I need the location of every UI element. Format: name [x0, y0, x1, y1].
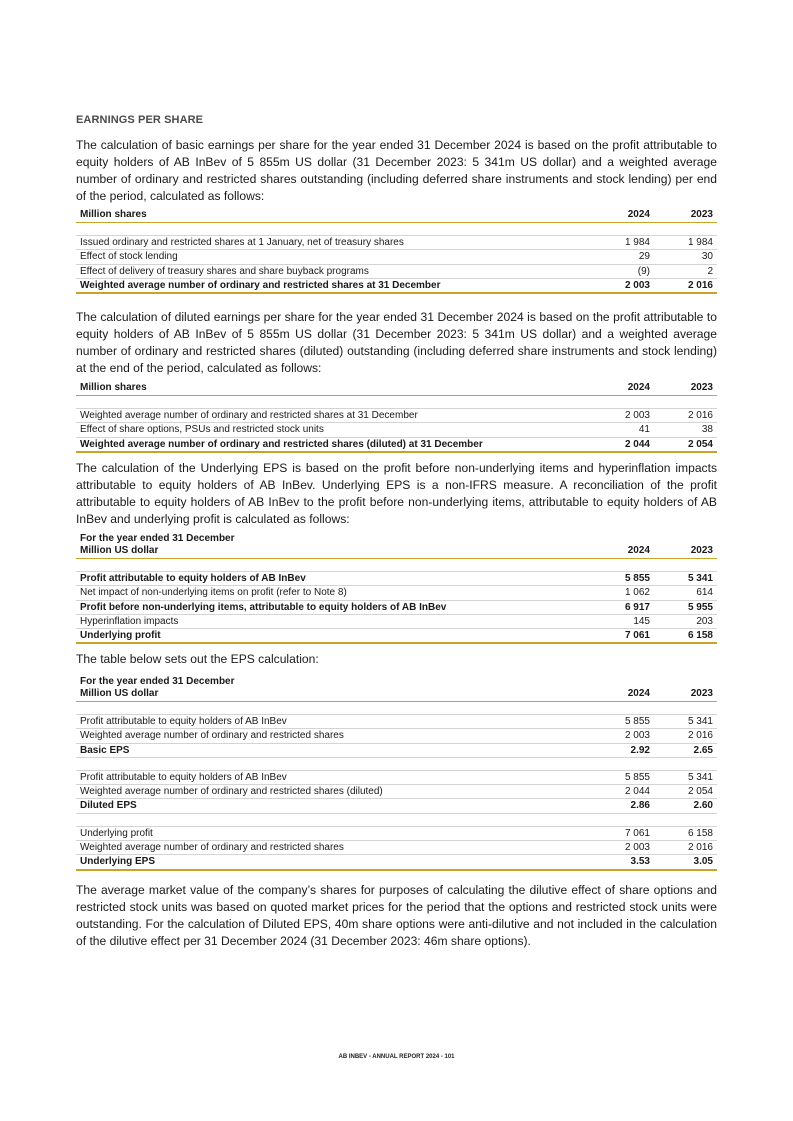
paragraph-basic-eps: The calculation of basic earnings per share for the year ended 31 December 2024 is based on the profit attributable to equity holders of AB InBev of 5 855m US dollar (31 December 2023: 5 341m US dollar) and a weighted average number of ordinary and restricted shares outstanding (including deferred share instruments and stock lending) per end of the period, calculated as follows: — [76, 138, 717, 203]
table-row-basic-eps: Basic EPS 2.92 2.65 — [76, 744, 717, 758]
table-row-underlying-eps: Underlying EPS 3.53 3.05 — [76, 855, 717, 870]
table-eps-calculation — [76, 676, 717, 871]
table-basic-shares — [76, 208, 717, 294]
table-header: Million shares 2024 2023 — [76, 381, 717, 396]
table-row: Effect of delivery of treasury shares and share buyback programs (9) 2 — [76, 265, 717, 279]
table-row: Profit attributable to equity holders of AB InBev 5 855 5 341 — [76, 771, 717, 785]
table-row: Profit attributable to equity holders of AB InBev 5 855 5 341 — [76, 572, 717, 586]
table-total-row: Weighted average number of ordinary and restricted shares at 31 December 2 003 2 016 — [76, 279, 717, 294]
table-spacer — [76, 758, 717, 771]
paragraph-eps-table-intro: The table below sets out the EPS calculation: — [76, 652, 319, 666]
table-row: Effect of share options, PSUs and restricted stock units 41 38 — [76, 423, 717, 437]
table-diluted-shares — [76, 381, 717, 453]
table-row: Profit before non-underlying items, attributable to equity holders of AB InBev 6 917 5 955 — [76, 601, 717, 615]
table-row: Weighted average number of ordinary and restricted shares 2 003 2 016 — [76, 729, 717, 743]
table-row: Issued ordinary and restricted shares at 1 January, net of treasury shares 1 984 1 984 — [76, 236, 717, 250]
table-spacer — [76, 559, 717, 572]
table-row: Underlying profit 7 061 6 158 — [76, 827, 717, 841]
table-spacer — [76, 396, 717, 409]
table-underlying-profit — [76, 533, 717, 644]
table-spacer — [76, 702, 717, 715]
table-header: For the year ended 31 December Million US dollar 2024 2023 — [76, 676, 717, 702]
table-header: For the year ended 31 December Million US dollar 2024 2023 — [76, 533, 717, 559]
paragraph-underlying-eps: The calculation of the Underlying EPS is based on the profit before non-underlying items and hyperinflation impacts attributable to equity holders of AB InBev. Underlying EPS is a non-IFRS measure. A reconciliation of the profit attributable to equity holders of AB InBev to the profit before non-underlying items, attributable to equity holders of AB InBev and underlying profit is calculated as follows: — [76, 461, 717, 526]
section-title: EARNINGS PER SHARE — [76, 114, 204, 126]
paragraph-diluted-eps: The calculation of diluted earnings per share for the year ended 31 December 2024 is based on the profit attributable to equity holders of AB InBev of 5 855m US dollar (31 December 2023: 5 341m US dollar) and a weighted average number of ordinary and restricted shares (diluted) outstanding (including deferred share instruments and stock lending) at the end of the period, calculated as follows: — [76, 310, 717, 375]
table-row: Hyperinflation impacts 145 203 — [76, 615, 717, 629]
table-spacer — [76, 814, 717, 827]
table-row: Weighted average number of ordinary and restricted shares 2 003 2 016 — [76, 841, 717, 855]
page-footer: AB INBEV - ANNUAL REPORT 2024 - 101 — [338, 1054, 455, 1060]
table-row: Profit attributable to equity holders of AB InBev 5 855 5 341 — [76, 715, 717, 729]
table-row: Net impact of non-underlying items on profit (refer to Note 8) 1 062 614 — [76, 586, 717, 600]
table-row-diluted-eps: Diluted EPS 2.86 2.60 — [76, 799, 717, 813]
table-total-row: Underlying profit 7 061 6 158 — [76, 629, 717, 644]
table-spacer — [76, 223, 717, 236]
table-total-row: Weighted average number of ordinary and restricted shares (diluted) at 31 December 2 044 2 054 — [76, 438, 717, 453]
table-row: Weighted average number of ordinary and restricted shares at 31 December 2 003 2 016 — [76, 409, 717, 423]
table-row: Weighted average number of ordinary and restricted shares (diluted) 2 044 2 054 — [76, 785, 717, 799]
paragraph-dilutive-effect: The average market value of the company’s shares for purposes of calculating the dilutive effect of share options and restricted stock units was based on quoted market prices for the period that the options and restricted stock units were outstanding. For the calculation of Diluted EPS, 40m share options were anti-dilutive and not included in the calculation of the dilutive effect per 31 December 2024 (31 December 2023: 46m share options). — [76, 883, 717, 948]
table-header: Million shares 2024 2023 — [76, 208, 717, 223]
table-row: Effect of stock lending 29 30 — [76, 250, 717, 264]
